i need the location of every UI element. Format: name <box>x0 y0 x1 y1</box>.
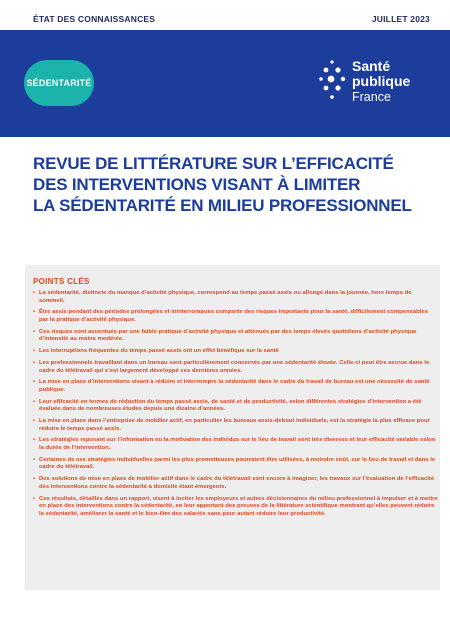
key-point-item: • Les professionnels travaillant dans un bureau sont particulièrement concernés par une sédentarité élevée. Celle-ci peut être accrue dans le cadre du télétravail qui s’est largement développé ces dernières années. <box>33 360 438 375</box>
top-header <box>0 0 450 30</box>
key-point-item: • Ces risques sont accentués par une faible pratique d’activité physique et atténués par des temps élevés quotidiens d’activité physique d’intensité au moins modérée. <box>33 329 438 344</box>
sante-publique-france-logo <box>318 58 438 114</box>
logo-text-line2: publique <box>352 73 411 89</box>
logo-text-line1: Santé <box>352 58 391 74</box>
key-point-item: • Leur efficacité en termes de réduction du temps passé assis, de santé et de productivité, selon différentes stratégies d’intervention a été évaluée dans de nombreuses études depuis une dizaine d’années. <box>33 399 438 414</box>
logo-text-line3: France <box>352 90 391 104</box>
key-point-item: • Être assis pendant des périodes prolongées et ininterrompues comporte des risques importants pour la santé, difficilement compensables par la pratique d’activité physique. <box>33 309 438 324</box>
document-type-label: ÉTAT DES CONNAISSANCES <box>33 14 156 24</box>
key-point-item: • Les interruptions fréquentes du temps passé assis ont un effet bénéfique sur la santé <box>33 348 438 356</box>
key-points-heading: POINTS CLÉS <box>33 277 90 286</box>
logo-dots-icon <box>318 58 350 106</box>
topic-badge <box>24 60 94 106</box>
key-point-item: • Des solutions de mise en place de mobilier actif dans le cadre du télétravail sont encore à imaginer, les travaux sur l’évaluation de l’efficacité des interventions contre la sédentarité à domicile étant émergents. <box>33 476 438 491</box>
key-points-box <box>25 265 440 590</box>
publication-date: JUILLET 2023 <box>371 14 430 24</box>
title-line: LA SÉDENTARITÉ EN MILIEU PROFESSIONNEL <box>33 196 412 215</box>
topic-badge-label: SÉDENTARITÉ <box>26 78 92 88</box>
document-title <box>33 153 433 216</box>
key-point-item: • Les stratégies reposant sur l’information ou la motivation des individus sur le lieu de travail sont très diverses et leur efficacité variable selon la durée de l’intervention. <box>33 437 438 452</box>
key-point-item: • La sédentarité, distincte du manque d’activité physique, correspond au temps passé assis ou allongé dans la journée, hors temps de sommeil. <box>33 290 438 305</box>
key-points-list <box>33 290 438 523</box>
key-point-item: • La mise en place dans l’entreprise de mobilier actif, en particulier les bureaux assis-debout individuels, est la stratégie la plus efficace pour réduire le temps passé assis. <box>33 418 438 433</box>
title-line: REVUE DE LITTÉRATURE SUR L’EFFICACITÉ <box>33 154 394 173</box>
key-point-item: • La mise en place d’interventions visant à réduire et interrompre la sédentarité dans le cadre du travail de bureau est une nécessité de santé publique. <box>33 379 438 394</box>
key-point-item: • Certaines de ces stratégies individuelles parmi les plus prometteuses pourraient être utilisées, à moindre coût, sur le lieu de travail et dans le cadre du télétravail. <box>33 457 438 472</box>
title-line: DES INTERVENTIONS VISANT À LIMITER <box>33 175 361 194</box>
key-point-item: • Ces résultats, détaillés dans un rapport, visent à inciter les employeurs et autres décisionnaires du milieu professionnel à impulser et à mettre en place des interventions contre la sédentarité, en leur apportant des preuves de la littérature scientifique montrant qu’elles peuvent réduire la sédentarité, améliorer la santé et le bien-être des salariés sans pour autant réduire leur productivité. <box>33 496 438 519</box>
